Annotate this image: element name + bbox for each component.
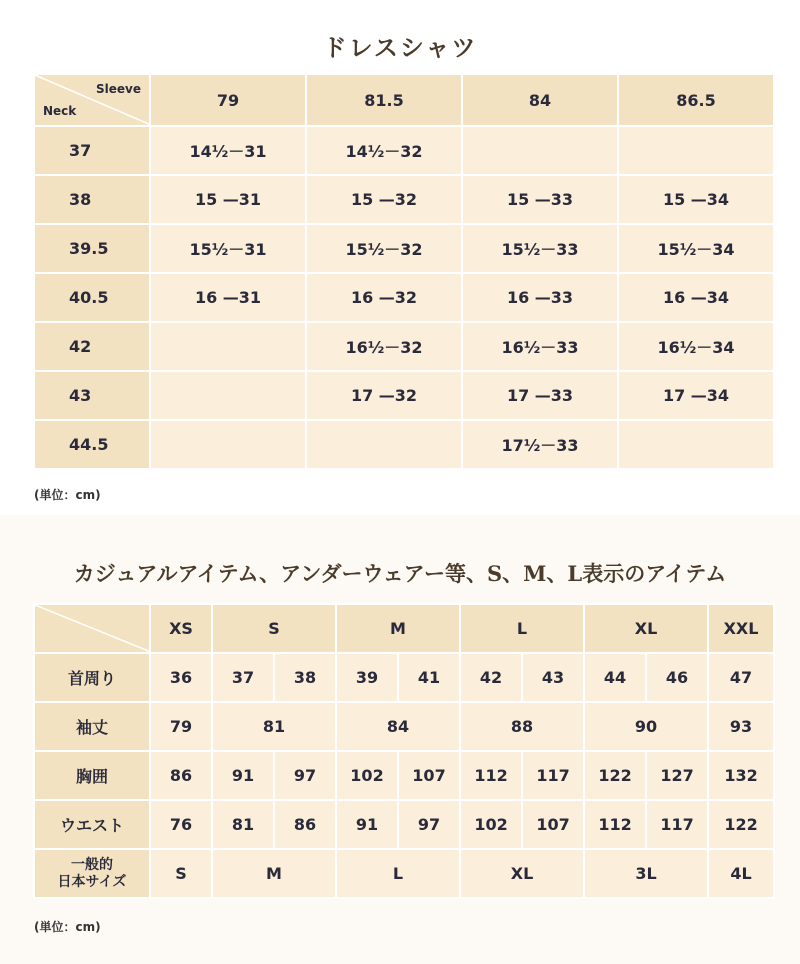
value-cell: XL [460, 849, 584, 898]
size-cell: 16½－33 [462, 322, 618, 371]
casual-header-row [34, 604, 774, 653]
table-row [34, 702, 774, 751]
value-cell: 37 [212, 653, 274, 702]
size-cell: 17 —32 [306, 371, 462, 420]
sleeve-header: 86.5 [618, 74, 774, 126]
unit-note: (単位：cm) [34, 488, 101, 502]
table-row [34, 175, 774, 224]
size-cell: 17 —34 [618, 371, 774, 420]
casual-items-title: カジュアルアイテム、アンダーウェアー等、S、M、L表示のアイテム [73, 561, 727, 586]
size-cell: 15½－32 [306, 224, 462, 273]
size-cell: 16½－34 [618, 322, 774, 371]
size-header: M [336, 604, 460, 653]
size-cell: 14½－31 [150, 126, 306, 175]
size-header: L [460, 604, 584, 653]
value-cell: 97 [398, 800, 460, 849]
value-cell: 36 [150, 653, 212, 702]
value-cell: 127 [646, 751, 708, 800]
size-cell: 14½－32 [306, 126, 462, 175]
row-label-general-line2: 日本サイズ [57, 873, 127, 890]
value-cell: 86 [150, 751, 212, 800]
value-cell: 79 [150, 702, 212, 751]
value-cell: 41 [398, 653, 460, 702]
value-cell: 91 [336, 800, 398, 849]
unit-note: (単位：cm) [34, 920, 101, 934]
size-cell [150, 420, 306, 469]
neck-header: 43 [34, 371, 150, 420]
table-row [34, 322, 774, 371]
neck-header: 38 [34, 175, 150, 224]
value-cell: L [336, 849, 460, 898]
neck-header: 37 [34, 126, 150, 175]
size-header: XS [150, 604, 212, 653]
size-cell [618, 420, 774, 469]
size-header: XL [584, 604, 708, 653]
row-label-chest: 胸囲 [34, 751, 150, 800]
value-cell: 86 [274, 800, 336, 849]
size-header: XXL [708, 604, 774, 653]
table-row [34, 751, 774, 800]
value-cell: 81 [212, 702, 336, 751]
value-cell: 43 [522, 653, 584, 702]
value-cell: 107 [398, 751, 460, 800]
dress-shirt-title: ドレスシャツ [322, 33, 478, 62]
size-cell: 15 —31 [150, 175, 306, 224]
table-row [34, 273, 774, 322]
size-cell [150, 371, 306, 420]
value-cell: 107 [522, 800, 584, 849]
size-cell: 17½－33 [462, 420, 618, 469]
table-row [34, 800, 774, 849]
dress-header-row [34, 74, 774, 126]
row-label-general-line1: 一般的 [71, 856, 113, 873]
size-cell [150, 322, 306, 371]
value-cell: 97 [274, 751, 336, 800]
value-cell: 122 [708, 800, 774, 849]
row-label-waist: ウエスト [34, 800, 150, 849]
table-row [34, 371, 774, 420]
value-cell: 84 [336, 702, 460, 751]
value-cell: 39 [336, 653, 398, 702]
value-cell: 88 [460, 702, 584, 751]
value-cell: 112 [460, 751, 522, 800]
value-cell: 42 [460, 653, 522, 702]
table-row [34, 420, 774, 469]
value-cell: 44 [584, 653, 646, 702]
casual-size-table [33, 603, 775, 899]
value-cell: 76 [150, 800, 212, 849]
value-cell: 3L [584, 849, 708, 898]
corner-diagonal [35, 605, 151, 652]
value-cell: 112 [584, 800, 646, 849]
size-header: S [212, 604, 336, 653]
value-cell: M [212, 849, 336, 898]
size-cell: 16 —34 [618, 273, 774, 322]
value-cell: 38 [274, 653, 336, 702]
size-cell: 15½－31 [150, 224, 306, 273]
neck-axis-label: Neck [43, 104, 77, 118]
value-cell: 4L [708, 849, 774, 898]
value-cell: 47 [708, 653, 774, 702]
table-row [34, 224, 774, 273]
size-cell: 15½－34 [618, 224, 774, 273]
table-row [34, 126, 774, 175]
size-cell: 15 —34 [618, 175, 774, 224]
row-label-sleeve: 袖丈 [34, 702, 150, 751]
sleeve-header: 81.5 [306, 74, 462, 126]
size-cell: 17 —33 [462, 371, 618, 420]
neck-header: 39.5 [34, 224, 150, 273]
size-cell: 15½－33 [462, 224, 618, 273]
size-cell: 16 —33 [462, 273, 618, 322]
value-cell: 90 [584, 702, 708, 751]
sleeve-header: 84 [462, 74, 618, 126]
value-cell: 102 [336, 751, 398, 800]
size-cell [618, 126, 774, 175]
neck-header: 42 [34, 322, 150, 371]
row-label-neck: 首周り [34, 653, 150, 702]
size-cell: 15 —32 [306, 175, 462, 224]
sleeve-axis-label: Sleeve [96, 82, 141, 96]
corner-cell [34, 74, 150, 126]
value-cell: 91 [212, 751, 274, 800]
value-cell: 132 [708, 751, 774, 800]
size-cell [306, 420, 462, 469]
size-cell: 16 —32 [306, 273, 462, 322]
value-cell: 102 [460, 800, 522, 849]
value-cell: S [150, 849, 212, 898]
size-cell: 15 —33 [462, 175, 618, 224]
neck-header: 44.5 [34, 420, 150, 469]
value-cell: 117 [522, 751, 584, 800]
value-cell: 93 [708, 702, 774, 751]
table-row [34, 653, 774, 702]
size-cell: 16 —31 [150, 273, 306, 322]
dress-shirt-table [33, 73, 775, 470]
size-cell [462, 126, 618, 175]
value-cell: 122 [584, 751, 646, 800]
table-row [34, 849, 774, 898]
neck-header: 40.5 [34, 273, 150, 322]
value-cell: 81 [212, 800, 274, 849]
sleeve-header: 79 [150, 74, 306, 126]
row-label-general-size [34, 849, 150, 898]
corner-cell [34, 604, 150, 653]
value-cell: 46 [646, 653, 708, 702]
size-cell: 16½－32 [306, 322, 462, 371]
value-cell: 117 [646, 800, 708, 849]
